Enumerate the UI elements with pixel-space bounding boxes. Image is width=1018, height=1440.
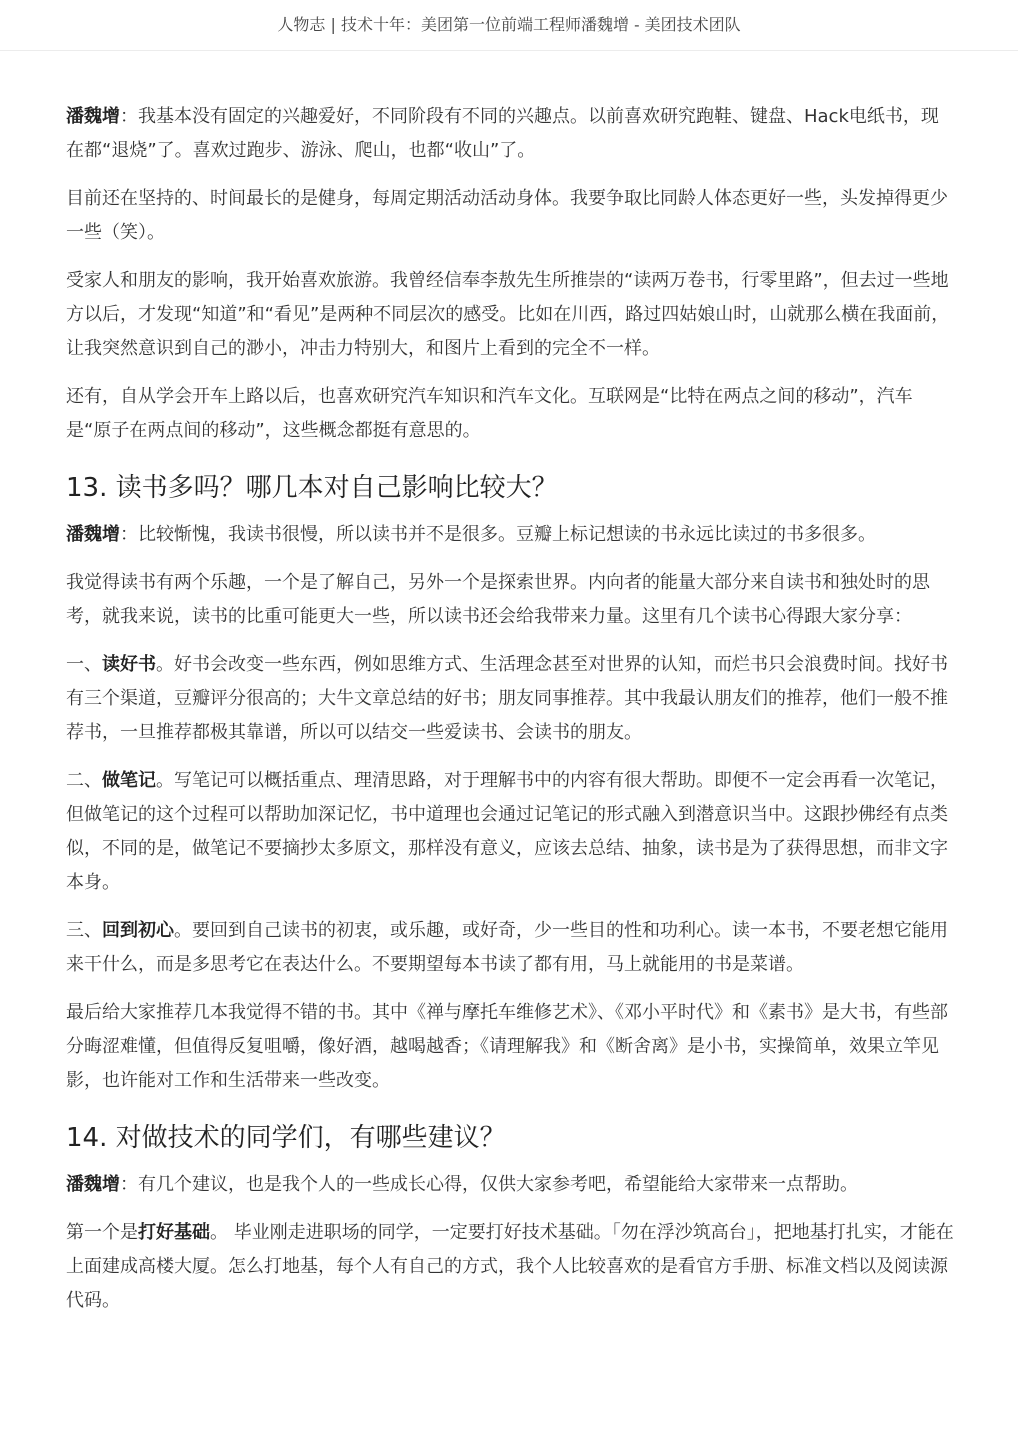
paragraph-tip-notes xyxy=(66,764,956,900)
tip-title: 回到初心 xyxy=(102,920,174,941)
section-heading-13: 13. 读书多吗？哪几本对自己影响比较大？ xyxy=(66,473,558,503)
tip-prefix: 三、 xyxy=(66,920,102,941)
speaker-name: 潘魏增 xyxy=(66,106,120,127)
speaker-name: 潘魏增 xyxy=(66,1174,120,1195)
paragraph-tip-original-intent xyxy=(66,914,956,982)
paragraph-text: 。好书会改变一些东西，例如思维方式、生活理念甚至对世界的认知，而烂书只会浪费时间。找好书有三个渠道，豆瓣评分很高的；大牛文章总结的好书；朋友同事推荐。其中我最认朋友们的推荐，他们一般不推荐书，一旦推荐都极其靠谱，所以可以结交一些爱读书、会读书的朋友。 xyxy=(66,654,948,743)
paragraph-text: ：比较惭愧，我读书很慢，所以读书并不是很多。豆瓣上标记想读的书永远比读过的书多很多。 xyxy=(120,524,876,545)
paragraph-reading-joy: 我觉得读书有两个乐趣，一个是了解自己，另外一个是探索世界。内向者的能量大部分来自读书和独处时的思考，就我来说，读书的比重可能更大一些，所以读书还会给我带来力量。这里有几个读书心得跟大家分享： xyxy=(66,572,930,627)
paragraph-book-recommendations: 最后给大家推荐几本我觉得不错的书。其中《禅与摩托车维修艺术》、《邓小平时代》和《素书》是大书，有些部分晦涩难懂，但值得反复咀嚼，像好酒，越喝越香；《请理解我》和《断舍离》是小书，实操简单，效果立竿见影，也许能对工作和生活带来一些改变。 xyxy=(66,1002,948,1091)
paragraph-text: ：我基本没有固定的兴趣爱好，不同阶段有不同的兴趣点。以前喜欢研究跑鞋、键盘、Hack电纸书，现在都“退烧”了。喜欢过跑步、游泳、爬山，也都“收山”了。 xyxy=(66,106,939,161)
page-title: 人物志 | 技术十年：美团第一位前端工程师潘魏增 - 美团技术团队 xyxy=(277,15,741,34)
tip-prefix: 二、 xyxy=(66,770,102,791)
paragraph-tip-good-books xyxy=(66,648,956,750)
paragraph-text: 。 毕业刚走进职场的同学，一定要打好技术基础。「勿在浮沙筑高台」，把地基打扎实，才能在上面建成高楼大厦。怎么打地基，每个人有自己的方式，我个人比较喜欢的是看官方手册、标准文档以及阅读源代码。 xyxy=(66,1222,954,1311)
paragraph-text: ：有几个建议，也是我个人的一些成长心得，仅供大家参考吧，希望能给大家带来一点帮助。 xyxy=(120,1174,858,1195)
paragraph-reading-answer xyxy=(66,518,956,552)
paragraph-text: 。写笔记可以概括重点、理清思路，对于理解书中的内容有很大帮助。即便不一定会再看一次笔记，但做笔记的这个过程可以帮助加深记忆，书中道理也会通过记笔记的形式融入到潜意识当中。这跟抄佛经有点类似，不同的是，做笔记不要摘抄太多原文，那样没有意义，应该去总结、抽象，读书是为了获得思想，而非文字本身。 xyxy=(66,770,948,893)
advice-title: 打好基础 xyxy=(138,1222,210,1243)
tip-prefix: 一、 xyxy=(66,654,102,675)
speaker-name: 潘魏增 xyxy=(66,524,120,545)
paragraph-travel: 受家人和朋友的影响，我开始喜欢旅游。我曾经信奉李敖先生所推崇的“读两万卷书，行零里路”，但去过一些地方以后，才发现“知道”和“看见”是两种不同层次的感受。比如在川西，路过四姑娘山时，山就那么横在我面前，让我突然意识到自己的渺小，冲击力特别大，和图片上看到的完全不一样。 xyxy=(66,270,950,359)
paragraph-advice-foundation xyxy=(66,1216,956,1318)
section-heading-14: 14. 对做技术的同学们，有哪些建议？ xyxy=(66,1123,506,1153)
paragraph-hobbies xyxy=(66,100,956,168)
advice-prefix: 第一个是 xyxy=(66,1222,138,1243)
paragraph-text: 。要回到自己读书的初衷，或乐趣，或好奇，少一些目的性和功利心。读一本书，不要老想它能用来干什么，而是多思考它在表达什么。不要期望每本书读了都有用，马上就能用的书是菜谱。 xyxy=(66,920,948,975)
paragraph-advice-intro xyxy=(66,1168,956,1202)
tip-title: 读好书 xyxy=(102,654,156,675)
tip-title: 做笔记 xyxy=(102,770,156,791)
paragraph-fitness: 目前还在坚持的、时间最长的是健身，每周定期活动活动身体。我要争取比同龄人体态更好一些，头发掉得更少一些（笑）。 xyxy=(66,188,948,243)
article-body xyxy=(66,100,956,1332)
page-header xyxy=(0,0,1018,51)
paragraph-cars: 还有，自从学会开车上路以后，也喜欢研究汽车知识和汽车文化。互联网是“比特在两点之间的移动”，汽车是“原子在两点间的移动”，这些概念都挺有意思的。 xyxy=(66,386,913,441)
